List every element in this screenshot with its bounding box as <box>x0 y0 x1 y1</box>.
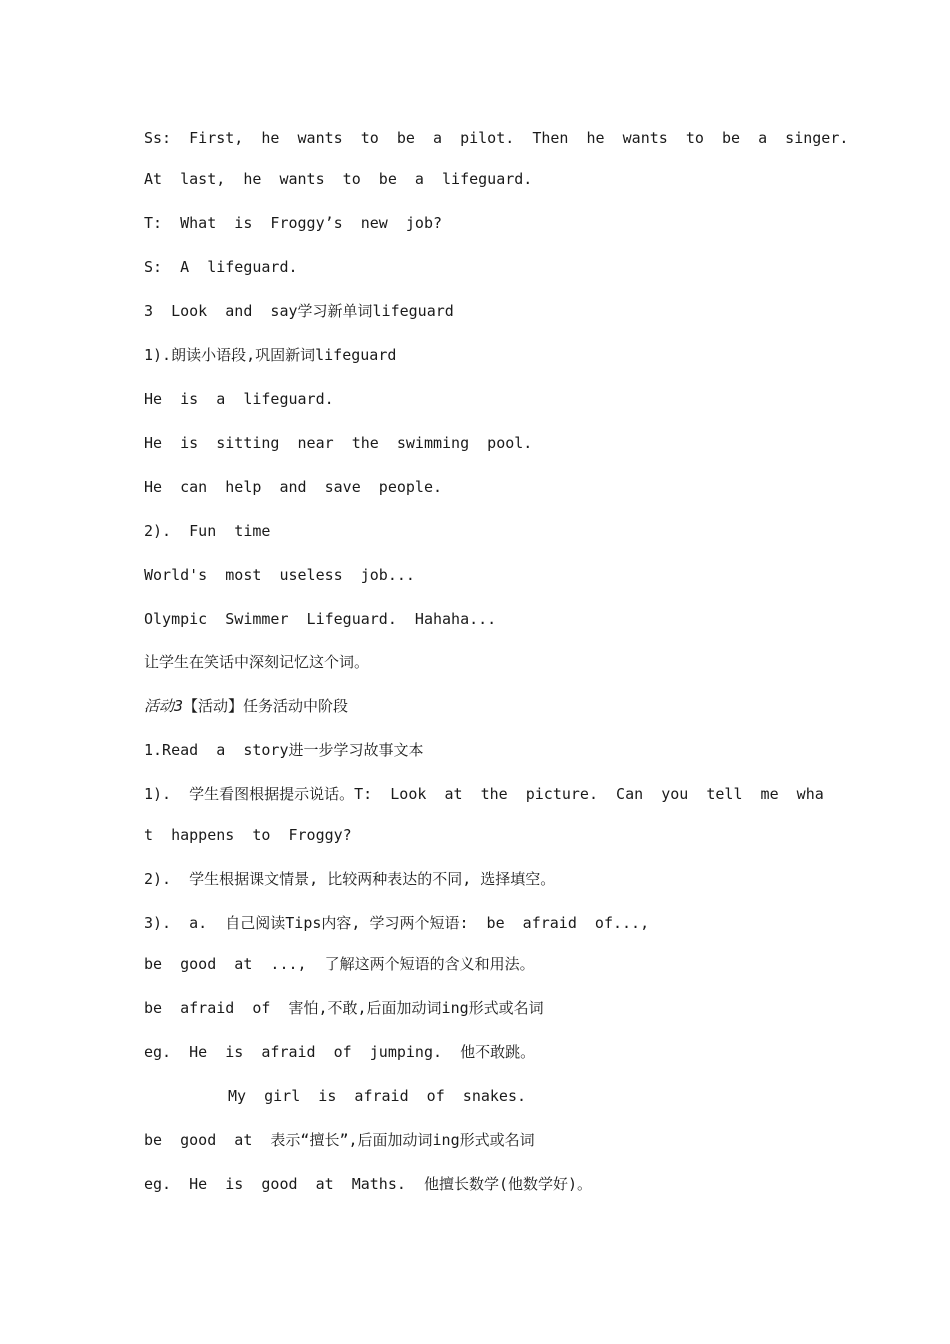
text-line: At last, he wants to be a lifeguard. <box>144 170 533 188</box>
text-line: 1).朗读小语段,巩固新词lifeguard <box>144 346 397 364</box>
text-line: be afraid of 害怕,不敢,后面加动词ing形式或名词 <box>144 999 544 1017</box>
text-line: He is a lifeguard. <box>144 390 334 408</box>
text-line: He can help and save people. <box>144 478 443 496</box>
text-line: eg. He is good at Maths. 他擅长数学(他数学好)。 <box>144 1175 593 1193</box>
text-line: My girl is afraid of snakes. <box>228 1087 527 1105</box>
text-line: 2). Fun time <box>144 522 271 540</box>
text-line: t happens to Froggy? <box>144 826 352 844</box>
text-line: S: A lifeguard. <box>144 258 298 276</box>
text-line: 1.Read a story进一步学习故事文本 <box>144 741 424 759</box>
text-line: be good at 表示“擅长”,后面加动词ing形式或名词 <box>144 1131 535 1149</box>
activity-heading <box>144 696 348 716</box>
text-line: 3). a. 自己阅读Tips内容, 学习两个短语: be afraid of..., <box>144 914 650 932</box>
text-line: 3 Look and say学习新单词lifeguard <box>144 302 454 320</box>
text-line: eg. He is afraid of jumping. 他不敢跳。 <box>144 1043 536 1061</box>
text-line: 让学生在笑话中深刻记忆这个词。 <box>144 653 370 671</box>
text-line: Ss: First, he wants to be a pilot. Then he wants to be a singer. <box>144 129 849 147</box>
text-line: be good at ..., 了解这两个短语的含义和用法。 <box>144 955 535 973</box>
text-line: 1). 学生看图根据提示说话。T: Look at the picture. Can you tell me wha <box>144 785 824 803</box>
activity-heading-rest: 【活动】任务活动中阶段 <box>183 697 349 715</box>
text-line: Olympic Swimmer Lifeguard. Hahaha... <box>144 610 497 628</box>
text-line: He is sitting near the swimming pool. <box>144 434 533 452</box>
text-line: 2). 学生根据课文情景, 比较两种表达的不同, 选择填空。 <box>144 870 556 888</box>
text-line: T: What is Froggy’s new job? <box>144 214 443 232</box>
activity-heading-italic: 活动3 <box>144 697 184 715</box>
text-line: World's most useless job... <box>144 566 415 584</box>
